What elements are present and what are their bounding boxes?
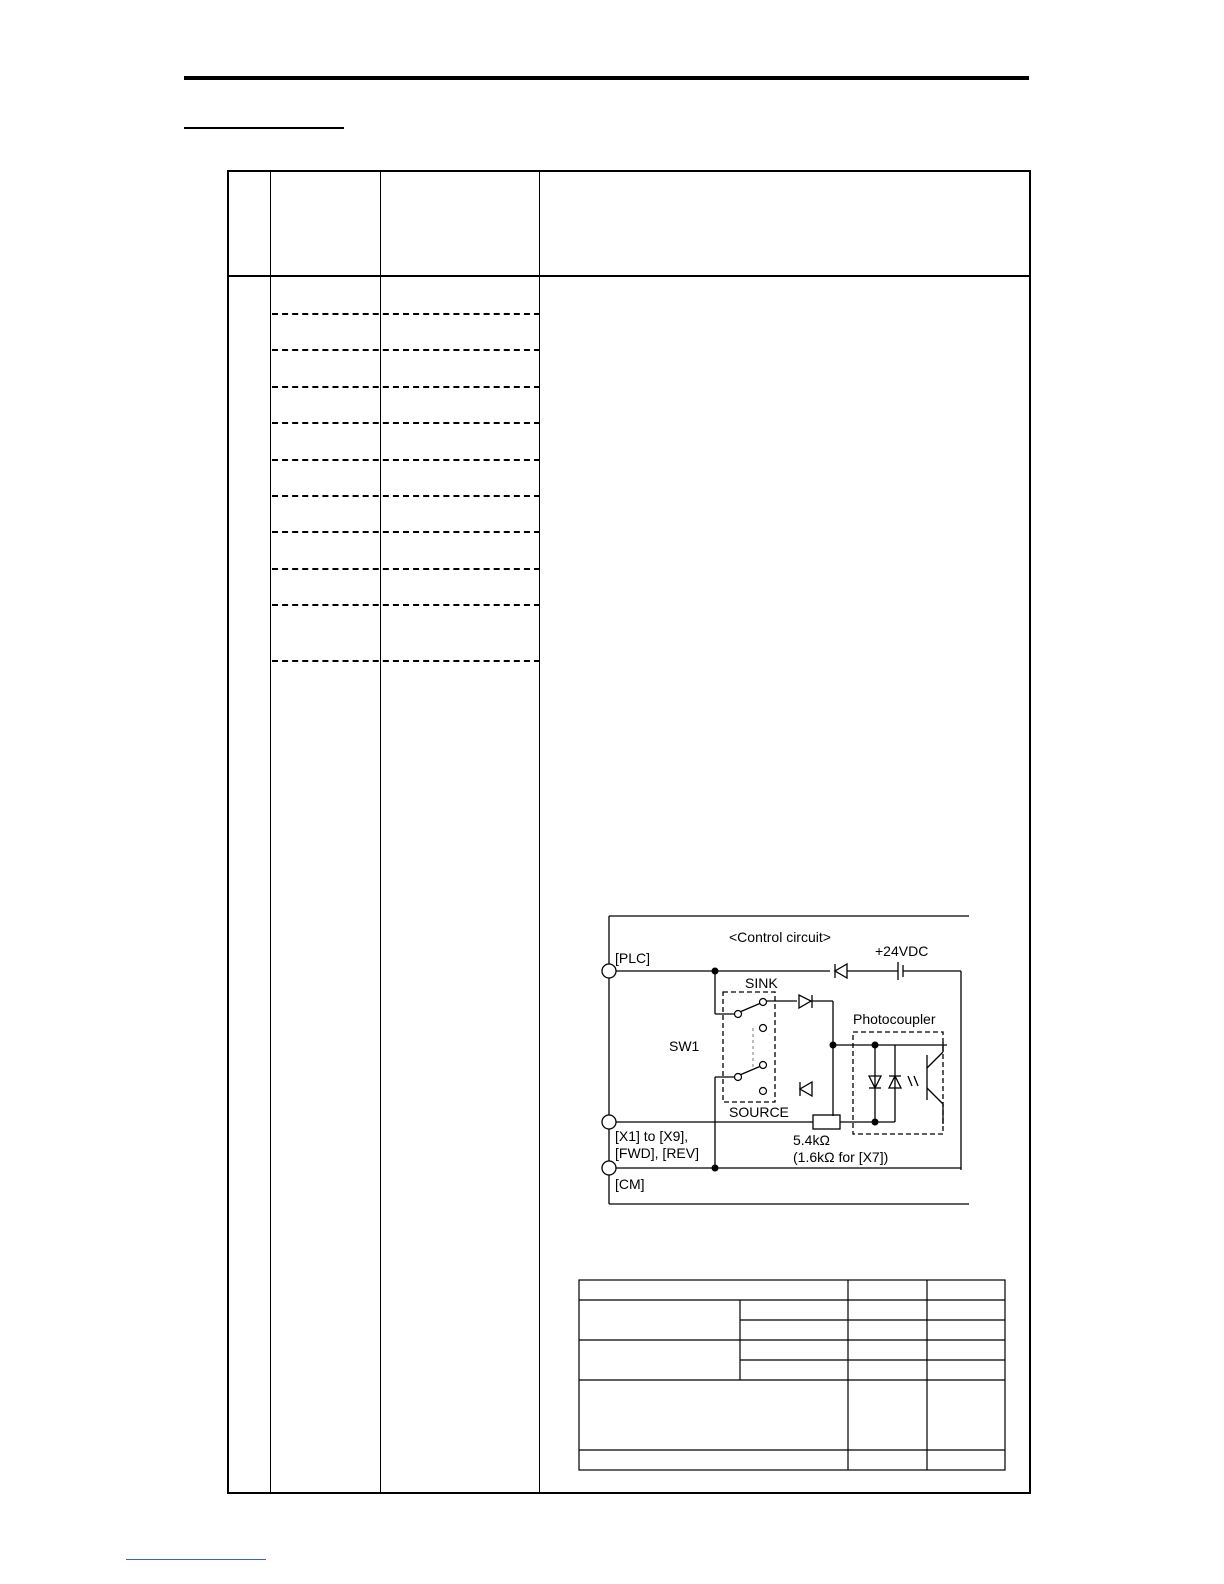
table-column-divider-2 [380,170,381,1492]
table-row-divider [272,422,540,424]
table-row-divider [272,386,540,388]
photocoupler-label: Photocoupler [853,1011,936,1027]
table-header-rule [227,275,1031,277]
resistor-value-label: 5.4kΩ [793,1132,830,1148]
table-column-divider-3 [539,170,540,1492]
table-row-divider [272,604,540,606]
cm-terminal-label: [CM] [615,1176,645,1192]
table-row-divider [272,531,540,533]
input-terminals-label: [FWD], [REV] [615,1145,699,1161]
resistor-note-label: (1.6kΩ for [X7]) [793,1149,889,1165]
footer-link-underline [126,1559,266,1560]
table-row-divider [272,660,540,662]
table-column-divider-1 [270,170,271,1492]
control-circuit-diagram [585,910,985,1215]
switch-label: SW1 [669,1038,700,1054]
supply-label: +24VDC [875,943,929,959]
sink-label: SINK [745,975,778,991]
top-rule [184,76,1029,80]
source-label: SOURCE [729,1104,789,1120]
circuit-title: <Control circuit> [729,929,831,945]
table-row-divider [272,349,540,351]
section-title-underline [184,127,344,129]
table-row-divider [272,459,540,461]
table-row-divider [272,313,540,315]
specification-table [578,1279,1008,1473]
table-row-divider [272,495,540,497]
plc-terminal-label: [PLC] [615,950,651,966]
input-terminals-label: [X1] to [X9], [615,1128,689,1144]
table-row-divider [272,568,540,570]
